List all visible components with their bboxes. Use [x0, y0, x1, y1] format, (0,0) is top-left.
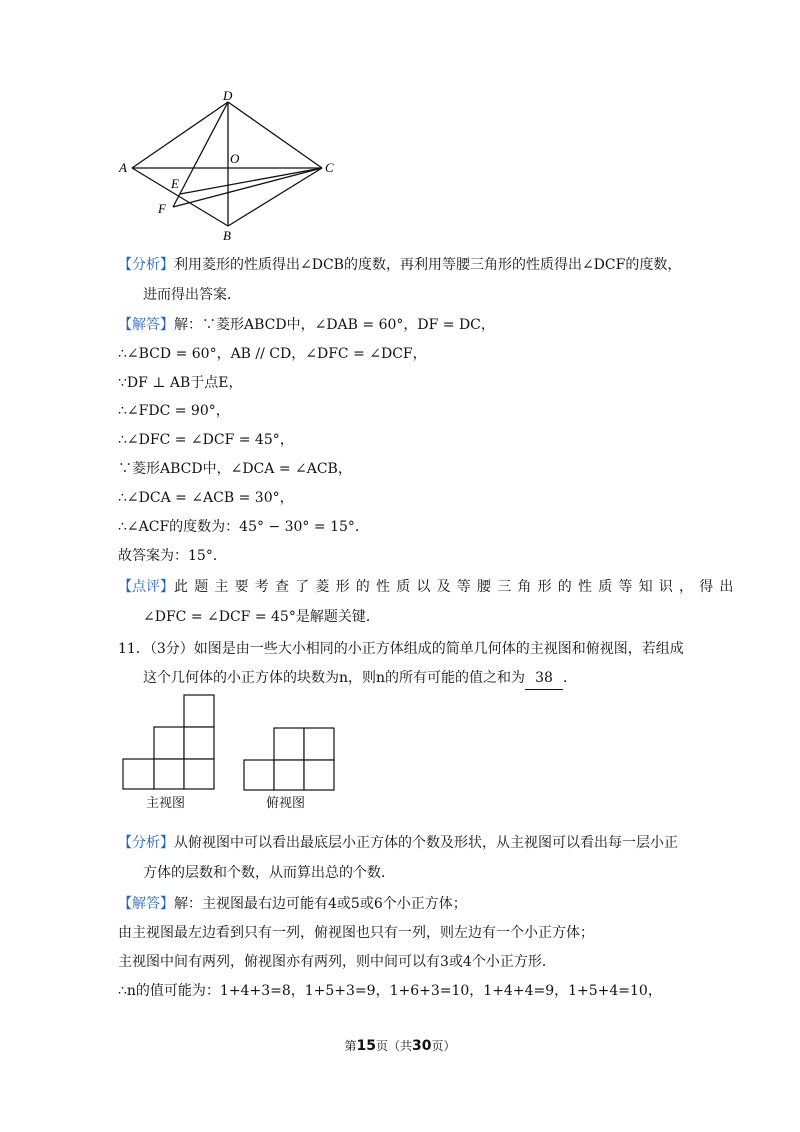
q10-solution-line-8: 故答案为：15°． [118, 548, 227, 564]
front-cell-r2c2 [154, 727, 184, 759]
footer-prefix: 第 [344, 1039, 357, 1053]
label-C: C [325, 160, 334, 175]
label-F: F [158, 201, 166, 216]
q11-analysis-text-1: 从俯视图中可以看出最底层小正方体的个数及形状，从主视图可以看出每一层小正 [174, 835, 678, 851]
q11-solution-line-0 [118, 893, 467, 915]
q10-comment-line-1 [118, 576, 740, 598]
page-footer [0, 1037, 800, 1054]
q11-solution-line-2: 主视图中间有两列，俯视图亦有两列，则中间可以有3或4个小正方形． [118, 954, 556, 970]
q10-solution-line-0 [118, 314, 495, 336]
top-view-caption: 俯视图 [266, 796, 306, 811]
segment-FC [173, 168, 322, 207]
q10-comment-line-2: ∠DFC = ∠DCF = 45°是解题关键． [143, 609, 380, 625]
q11-stem-line-2 [143, 667, 577, 689]
front-cell-r3c3 [184, 759, 214, 789]
footer-page-number: 15 [356, 1038, 376, 1054]
front-cell-r3c1 [123, 759, 154, 789]
q10-solution-line-3: ∴∠FDC = 90°， [118, 403, 230, 419]
q11-stem-end: ． [563, 670, 578, 686]
q10-solution-line-4: ∴∠DFC = ∠DCF = 45°， [118, 432, 294, 448]
q11-stem-text: 这个几何体的小正方体的块数为n，则n的所有可能的值之和为 [143, 670, 526, 686]
q11-solution-line-1: 由主视图最左边看到只有一列，俯视图也只有一列，则左边有一个小正方体； [118, 925, 594, 941]
comment-tag: 【点评】 [118, 579, 174, 595]
footer-suffix: 页） [431, 1039, 456, 1053]
q10-solution-line-2: ∵DF ⊥ AB于点E， [118, 375, 243, 391]
top-view-grid [240, 725, 340, 795]
q10-solution-line-5: ∵菱形ABCD中，∠DCA = ∠ACB， [118, 461, 352, 477]
analysis-tag: 【分析】 [118, 835, 174, 851]
q11-stem-line-1: 11．（3分）如图是由一些大小相同的小正方体组成的简单几何体的主视图和俯视图，若组成 [118, 641, 684, 657]
top-cell-r2c3 [304, 760, 334, 790]
top-cell-r2c1 [244, 760, 274, 790]
front-view-grid [118, 692, 218, 792]
front-cell-r1c4 [184, 695, 214, 727]
top-cell-r1c3 [304, 728, 334, 760]
segment-DF [173, 102, 228, 207]
q10-comment-text-1: 此题主要考查了菱形的性质以及等腰三角形的性质等知识，得出 [174, 579, 740, 595]
q11-answer-blank: 38 [525, 667, 563, 690]
q10-solution-text-0: 解：∵菱形ABCD中，∠DAB = 60°，DF = DC， [174, 317, 495, 333]
q10-analysis-line-1 [118, 254, 681, 276]
footer-mid: 页（共 [375, 1039, 412, 1053]
analysis-tag: 【分析】 [118, 257, 174, 273]
solution-tag: 【解答】 [118, 896, 174, 912]
q10-analysis-text-1: 利用菱形的性质得出∠DCB的度数，再利用等腰三角形的性质得出∠DCF的度数， [174, 257, 682, 273]
footer-total-pages: 30 [412, 1038, 432, 1054]
top-cell-r1c2 [274, 728, 304, 760]
edge-DC [228, 102, 322, 168]
rhombus-diagram [110, 90, 350, 250]
q11-solution-line-3: ∴n的值可能为：1+4+3=8，1+5+3=9，1+6+3=10，1+4+4=9，1+5+4=10， [118, 983, 662, 999]
q10-solution-line-1: ∴∠BCD = 60°，AB // CD，∠DFC = ∠DCF， [118, 346, 427, 362]
front-cell-r2c3 [184, 727, 214, 759]
q11-analysis-line-2: 方体的层数和个数，从而算出总的个数． [143, 865, 395, 881]
label-B: B [223, 228, 231, 243]
top-cell-r2c2 [274, 760, 304, 790]
q10-solution-line-6: ∴∠DCA = ∠ACB = 30°， [118, 490, 294, 506]
label-O: O [230, 151, 240, 166]
label-D: D [223, 90, 233, 103]
q11-analysis-line-1 [118, 832, 678, 854]
q10-analysis-line-2: 进而得出答案． [143, 287, 241, 303]
edge-AD [132, 102, 228, 168]
front-view-caption: 主视图 [146, 796, 186, 811]
q11-solution-text-0: 解：主视图最右边可能有4或5或6个小正方体； [174, 896, 467, 912]
solution-tag: 【解答】 [118, 317, 174, 333]
q10-solution-line-7: ∴∠ACF的度数为：45° − 30° = 15°． [118, 519, 369, 535]
label-A: A [119, 160, 127, 175]
label-E: E [171, 176, 179, 191]
front-cell-r3c2 [154, 759, 184, 789]
